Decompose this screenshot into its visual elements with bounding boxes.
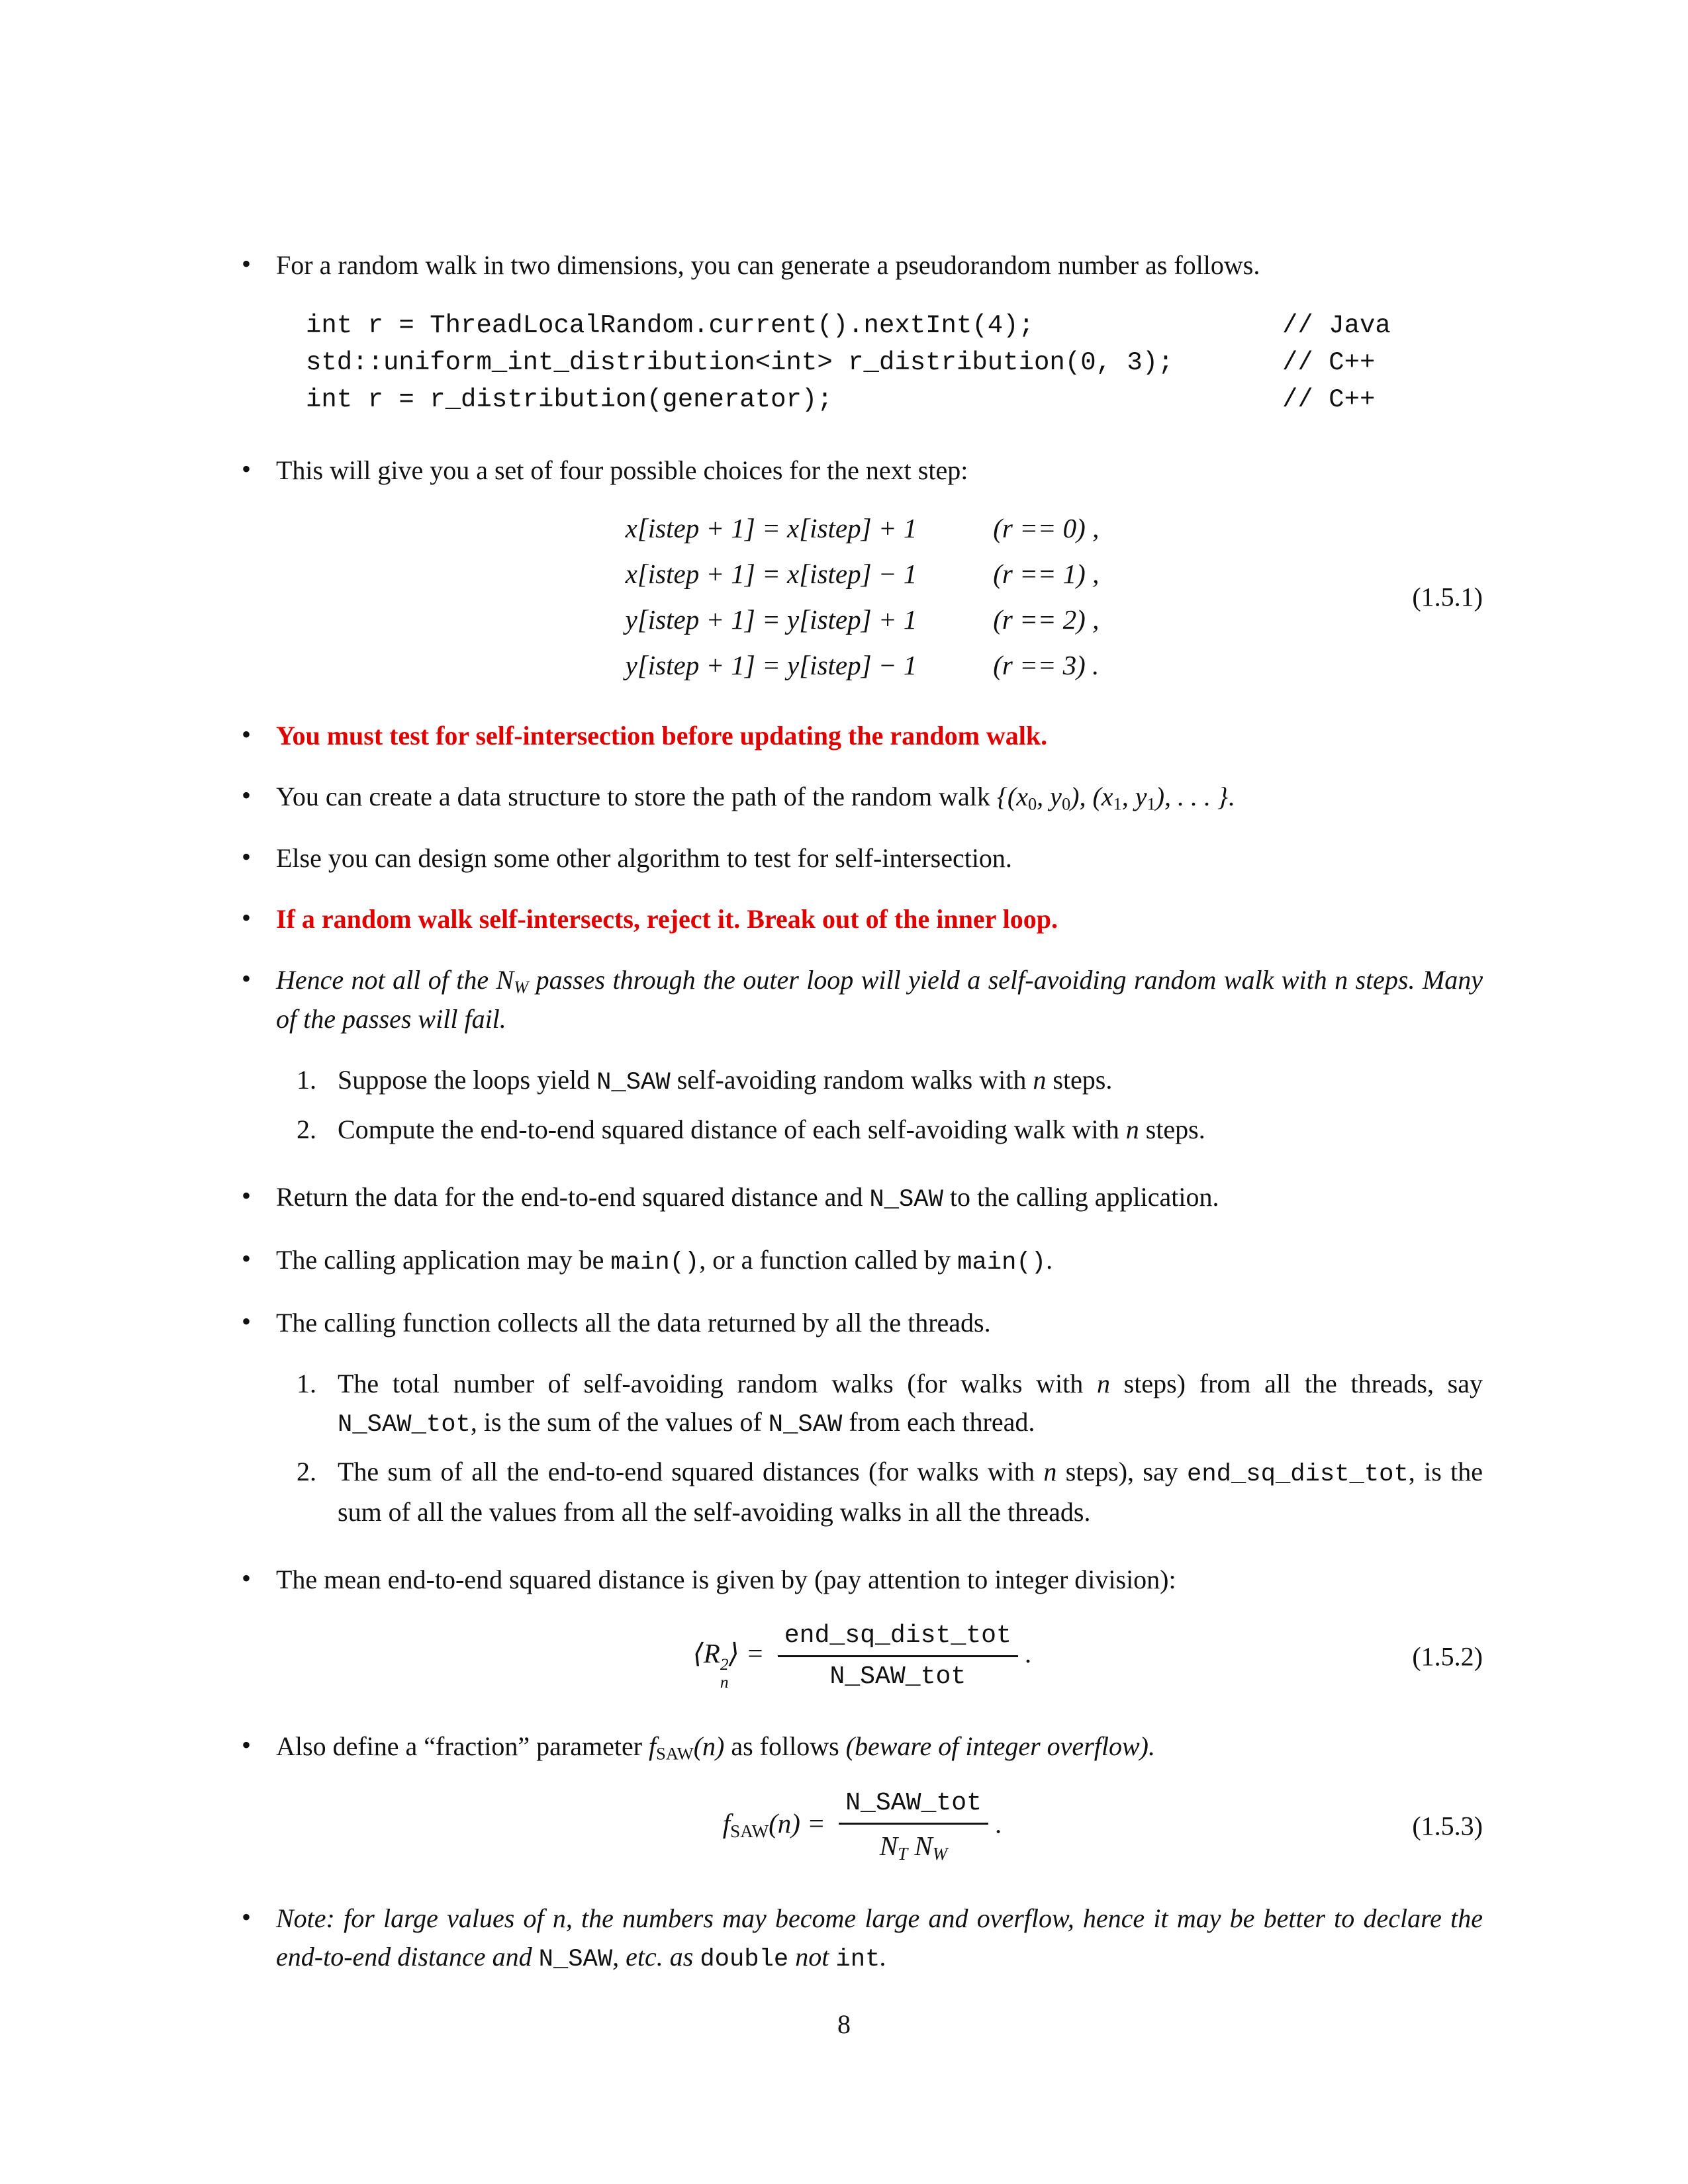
text-segment: N_SAW_tot <box>338 1411 471 1439</box>
bullet-marker: • <box>242 1181 252 1211</box>
text-segment: , y <box>1121 782 1147 812</box>
equation-period: . <box>1024 1637 1032 1668</box>
bullet-reject-walk-warning <box>242 900 1483 938</box>
equation-lhs: y[istep + 1] = y[istep] + 1 <box>625 604 917 635</box>
code-comment: // C++ <box>1282 348 1376 378</box>
text-segment: from each thread. <box>842 1407 1035 1437</box>
text-segment: as follows <box>724 1731 846 1761</box>
text-segment: main() <box>610 1249 700 1277</box>
text-segment: The calling application may be <box>276 1245 611 1275</box>
list-item-number: 2. <box>297 1456 316 1486</box>
bullet-mean-distance <box>242 1561 1483 1599</box>
text-segment: N_SAW <box>538 1946 613 1974</box>
bullet-marker: • <box>242 1902 252 1933</box>
fraction-numerator: end_sq_dist_tot <box>784 1621 1011 1650</box>
text-segment: steps. <box>1139 1115 1205 1145</box>
fraction-denominator <box>839 1823 988 1864</box>
bullet-text-red <box>276 904 1058 934</box>
text-segment: This will give you a set of four possible choices for the next step: <box>276 455 968 486</box>
equation-lhs <box>723 1808 832 1839</box>
text-segment: N_SAW <box>768 1411 843 1439</box>
bullet-marker: • <box>242 903 252 933</box>
text-segment: steps), say <box>1056 1456 1188 1486</box>
text-segment: f <box>722 1807 731 1839</box>
list-item-text <box>338 1369 1483 1437</box>
list-item-text <box>338 1065 1112 1095</box>
text-segment: N_SAW <box>869 1186 943 1214</box>
list-item-text <box>338 1457 1483 1527</box>
text-segment: int <box>835 1946 880 1974</box>
text-segment: , is the sum of all the values from all the self-avoiding walks in all the threads. <box>338 1456 1483 1527</box>
bullet-marker: • <box>242 249 252 279</box>
text-segment: , etc. as <box>612 1942 700 1972</box>
text-segment: 0 <box>1061 794 1071 815</box>
bullet-text <box>276 1182 1219 1212</box>
page-content <box>242 246 1483 2001</box>
text-segment: N <box>908 1830 933 1861</box>
text-segment: N_SAW <box>596 1069 671 1097</box>
bullet-test-self-intersection-warning <box>242 717 1483 755</box>
bullet-calling-application <box>242 1241 1483 1281</box>
text-segment: , is the sum of the values of <box>470 1407 769 1437</box>
bullet-text-italic <box>276 965 1483 1034</box>
text-segment: to the calling application. <box>943 1182 1219 1212</box>
numbered-list-saw-steps <box>297 1061 1483 1149</box>
code-block-random-number <box>306 307 1483 418</box>
text-segment: n <box>1043 1456 1057 1486</box>
bullet-overflow-note <box>242 1899 1483 1978</box>
text-segment: SAW <box>730 1821 769 1841</box>
text-segment: T <box>898 1843 908 1864</box>
code-comment: // Java <box>1282 311 1391 340</box>
text-segment: 1 <box>1147 794 1156 815</box>
text-segment: . <box>1228 782 1235 812</box>
equation-period: . <box>995 1807 1002 1839</box>
equation-1-5-3 <box>242 1789 1483 1864</box>
text-segment: , y <box>1037 782 1062 812</box>
text-segment: n <box>1033 1065 1047 1095</box>
bullet-marker: • <box>242 1306 252 1337</box>
list-item <box>297 1111 1483 1149</box>
text-segment: . <box>880 1942 887 1972</box>
bullet-text <box>276 1308 991 1338</box>
text-segment: Suppose the loops yield <box>338 1065 597 1095</box>
text-segment: n <box>1096 1369 1110 1399</box>
bullet-marker: • <box>242 964 252 994</box>
text-segment: 0 <box>1027 794 1037 815</box>
text-segment: , or a function called by <box>699 1245 958 1275</box>
superscript-subscript: 2 n <box>720 1655 729 1692</box>
fraction <box>839 1789 988 1864</box>
code-line <box>306 307 1483 344</box>
text-segment: not <box>788 1942 836 1972</box>
list-item <box>297 1453 1483 1531</box>
text-segment: . <box>1046 1245 1053 1275</box>
bullet-text <box>276 455 968 485</box>
text-segment: Hence not all of the N <box>276 965 514 995</box>
bullet-marker: • <box>242 1244 252 1274</box>
equation-condition: (r == 3) . <box>993 650 1100 681</box>
text-segment: The calling function collects all the data returned by all the threads. <box>276 1308 991 1338</box>
list-item <box>297 1365 1483 1443</box>
bullet-text <box>276 1565 1176 1594</box>
fraction <box>778 1621 1018 1691</box>
equation-content <box>242 1789 1483 1864</box>
bullet-random-walk-intro <box>242 246 1483 285</box>
equation-1-5-2 <box>242 1621 1483 1692</box>
list-item-number: 1. <box>297 1065 316 1095</box>
text-segment: {(x <box>996 782 1028 812</box>
bullet-marker: • <box>242 780 252 811</box>
code-line <box>306 344 1483 381</box>
text-segment: end_sq_dist_tot <box>1187 1460 1409 1488</box>
equation-lhs: ⟨R 2 n ⟩ = <box>692 1637 771 1692</box>
text-segment: main() <box>957 1249 1047 1277</box>
equation-condition: (r == 0) , <box>993 513 1100 544</box>
text-segment: The total number of self-avoiding random walks (for walks with <box>338 1369 1097 1399</box>
text-segment: passes through the outer loop will yield a self-avoiding random walk with n steps. Many of the passes will fail. <box>276 965 1483 1034</box>
text-segment: The mean end-to-end squared distance is given by (pay attention to integer division): <box>276 1564 1176 1594</box>
fraction-numerator: N_SAW_tot <box>845 1788 982 1817</box>
code-comment: // C++ <box>1282 385 1376 415</box>
text-segment: If a random walk self-intersects, reject it. Break out of the inner loop. <box>276 904 1058 934</box>
bullet-marker: • <box>242 842 252 872</box>
fraction-denominator: N_SAW_tot <box>778 1655 1018 1691</box>
text-segment: steps. <box>1046 1065 1113 1095</box>
bullet-return-data <box>242 1178 1483 1218</box>
code-text: int r = r_distribution(generator); <box>306 385 833 415</box>
text-segment: Else you can design some other algorithm to test for self-intersection. <box>276 843 1012 874</box>
bullet-marker: • <box>242 1563 252 1593</box>
equation-lines <box>626 512 1100 681</box>
text-segment: (n) = <box>769 1807 833 1839</box>
bullet-other-algorithm <box>242 839 1483 878</box>
bullet-four-choices <box>242 451 1483 490</box>
equation-lhs: y[istep + 1] = y[istep] − 1 <box>625 650 917 681</box>
equation-group-1-5-1 <box>242 512 1483 681</box>
text-segment: ), (x <box>1070 782 1113 812</box>
text-segment: W <box>932 1843 948 1864</box>
equation-condition: (r == 1) , <box>993 559 1100 590</box>
equation-condition: (r == 2) , <box>993 604 1100 635</box>
text-segment: For a random walk in two dimensions, you can generate a pseudorandom number as follows. <box>276 250 1260 280</box>
text-segment: n <box>1125 1115 1139 1145</box>
list-item-number: 1. <box>297 1369 316 1399</box>
bullet-text-red <box>276 721 1047 751</box>
text-segment: Also define a “fraction” parameter <box>276 1731 649 1761</box>
bullet-fraction-parameter <box>242 1727 1483 1766</box>
text-segment: The sum of all the end-to-end squared distances (for walks with <box>338 1456 1044 1486</box>
text-segment: Return the data for the end-to-end squared distance and <box>276 1182 870 1212</box>
equation-content <box>242 1621 1483 1692</box>
bullet-marker: • <box>242 719 252 750</box>
equation-number: (1.5.3) <box>1412 1811 1483 1841</box>
bullet-text <box>276 1245 1053 1275</box>
bullet-passes-may-fail <box>242 961 1483 1038</box>
code-text: std::uniform_int_distribution<int> r_distribution(0, 3); <box>306 348 1174 378</box>
text-segment: You must test for self-intersection before updating the random walk. <box>276 721 1048 751</box>
text-segment: Compute the end-to-end squared distance of each self-avoiding walk with <box>338 1115 1126 1145</box>
text-segment: f <box>649 1731 657 1761</box>
text-segment: 1 <box>1113 794 1122 815</box>
equation-lhs: x[istep + 1] = x[istep] − 1 <box>625 559 917 590</box>
list-item-number: 2. <box>297 1115 316 1145</box>
text-segment: N <box>879 1830 898 1861</box>
list-item <box>297 1061 1483 1101</box>
bullet-data-structure-path <box>242 778 1483 817</box>
code-line <box>306 381 1483 418</box>
text-segment: (n) <box>693 1731 725 1761</box>
text-segment: SAW <box>656 1743 694 1764</box>
text-segment: (beware of integer overflow). <box>845 1731 1155 1761</box>
text-segment: Note: for large values of n, the numbers may become large and overflow, hence it may be better to declare the end-to-end distance and <box>276 1903 1483 1972</box>
code-text: int r = ThreadLocalRandom.current().nextInt(4); <box>306 311 1034 340</box>
text-segment: W <box>514 977 529 997</box>
bullet-text-italic <box>276 1903 1483 1972</box>
numbered-list-totals <box>297 1365 1483 1531</box>
text-segment: You can create a data structure to store the path of the random walk <box>276 782 997 812</box>
equation-number: (1.5.1) <box>1412 582 1483 612</box>
text-segment: self-avoiding random walks with <box>670 1065 1033 1095</box>
bullet-text <box>276 843 1012 873</box>
equation-lhs: x[istep + 1] = x[istep] + 1 <box>625 513 917 544</box>
bullet-text <box>276 1731 1155 1764</box>
bullet-collect-thread-data <box>242 1304 1483 1342</box>
equation-number: (1.5.2) <box>1412 1641 1483 1672</box>
bullet-marker: • <box>242 454 252 484</box>
page-number: 8 <box>837 2009 851 2039</box>
bullet-text <box>276 250 1260 280</box>
text-segment: double <box>700 1946 789 1974</box>
list-item-text <box>338 1115 1205 1144</box>
text-segment: steps) from all the threads, say <box>1109 1369 1483 1399</box>
text-segment: ), . . . } <box>1155 782 1229 812</box>
bullet-marker: • <box>242 1729 252 1760</box>
bullet-text <box>276 782 1235 815</box>
